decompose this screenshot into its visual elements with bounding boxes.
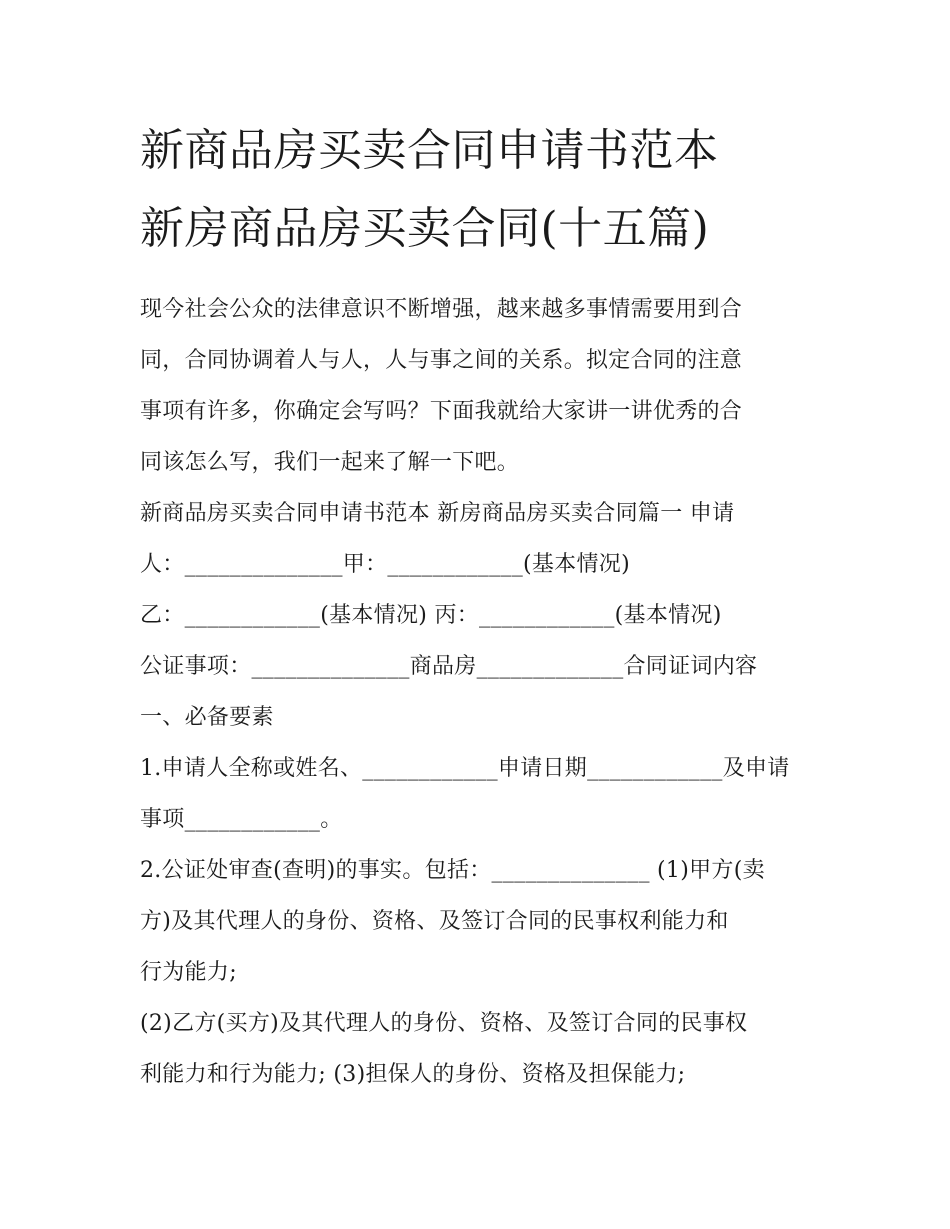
body-line: 行为能力;: [140, 960, 237, 985]
body-line: 新商品房买卖合同申请书范本 新房商品房买卖合同篇一 申请: [140, 501, 735, 526]
body-line: 乙：____________(基本情况) 丙：____________(基本情况): [140, 603, 722, 628]
body-line: 公证事项：______________商品房_____________合同证词内容: [140, 654, 758, 679]
body-line: (2)乙方(买方)及其代理人的身份、资格、及签订合同的民事权: [140, 1011, 748, 1036]
title-line-2: 新房商品房买卖合同(十五篇): [140, 203, 710, 254]
body-line: 1.申请人全称或姓名、____________申请日期____________及申请: [140, 756, 790, 781]
title-line-1: 新商品房买卖合同申请书范本: [140, 125, 719, 176]
body-line: 同该怎么写，我们一起来了解一下吧。: [140, 450, 520, 475]
document-page: [140, 112, 830, 1100]
body-line: 事项有许多，你确定会写吗？下面我就给大家讲一讲优秀的合: [140, 399, 743, 424]
body-line: 2.公证处审查(查明)的事实。包括：______________ (1)甲方(卖: [140, 858, 765, 883]
document-title: [140, 112, 830, 268]
body-line: 利能力和行为能力; (3)担保人的身份、资格及担保能力;: [140, 1062, 686, 1087]
body-line: 事项____________。: [140, 807, 343, 832]
body-line: 方)及其代理人的身份、资格、及签订合同的民事权利能力和: [140, 909, 729, 934]
body-line: 人：______________甲：____________(基本情况): [140, 552, 630, 577]
section-heading: 一、必备要素: [140, 705, 274, 730]
body-line: 同，合同协调着人与人，人与事之间的关系。拟定合同的注意: [140, 348, 743, 373]
document-body: [140, 284, 830, 1100]
body-line: 现今社会公众的法律意识不断增强，越来越多事情需要用到合: [140, 297, 743, 322]
